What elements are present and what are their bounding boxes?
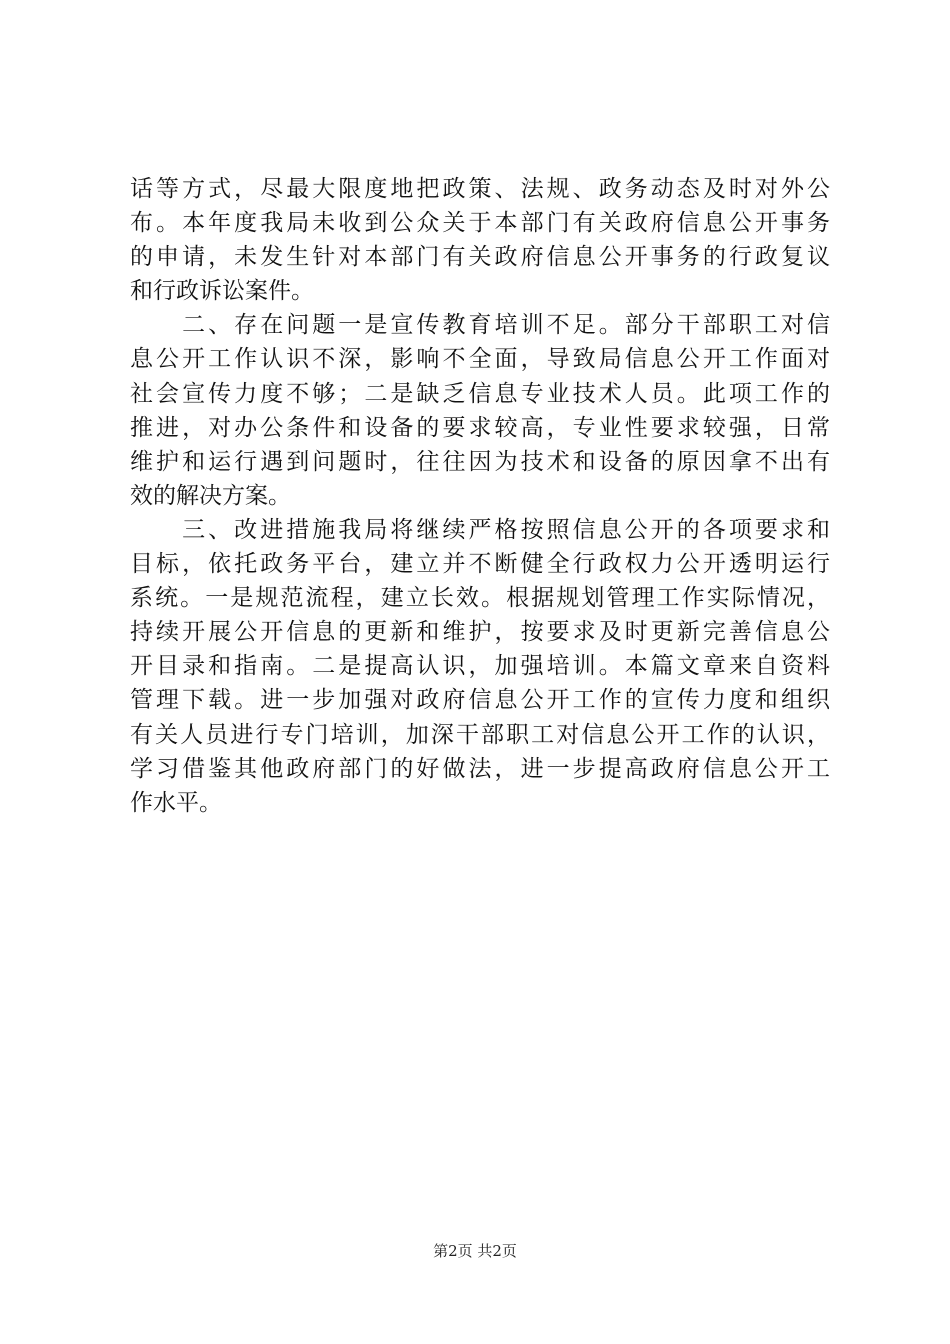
text-line: 推进，对办公条件和设备的要求较高，专业性要求较强，日常 — [130, 414, 830, 441]
body-text — [130, 172, 830, 820]
text-line: 效的解决方案。 — [130, 482, 291, 509]
text-line: 布。本年度我局未收到公众关于本部门有关政府信息公开事务 — [130, 210, 830, 237]
text-line: 开目录和指南。二是提高认识，加强培训。本篇文章来自资料 — [130, 653, 830, 680]
page-number-footer: 第2页 共2页 — [433, 1242, 517, 1260]
text-line: 的申请，未发生针对本部门有关政府信息公开事务的行政复议 — [130, 244, 830, 271]
paragraph-status-summary — [130, 172, 830, 308]
text-line: 二、存在问题一是宣传教育培训不足。部分干部职工对信 — [130, 312, 830, 339]
text-line: 维护和运行遇到问题时，往往因为技术和设备的原因拿不出有 — [130, 448, 830, 475]
paragraph-existing-problems — [130, 308, 830, 513]
text-line: 系统。一是规范流程，建立长效。根据规划管理工作实际情况， — [130, 585, 830, 612]
text-line: 学习借鉴其他政府部门的好做法，进一步提高政府信息公开工 — [130, 755, 830, 782]
text-line: 管理下载。进一步加强对政府信息公开工作的宣传力度和组织 — [130, 687, 830, 714]
text-line: 作水平。 — [130, 789, 222, 816]
text-line: 社会宣传力度不够；二是缺乏信息专业技术人员。此项工作的 — [130, 380, 830, 407]
text-line: 息公开工作认识不深，影响不全面，导致局信息公开工作面对 — [130, 346, 830, 373]
text-line: 目标，依托政务平台，建立并不断健全行政权力公开透明运行 — [130, 551, 830, 578]
text-line: 话等方式，尽最大限度地把政策、法规、政务动态及时对外公 — [130, 176, 830, 202]
paragraph-improvement-measures — [130, 513, 830, 820]
text-line: 持续开展公开信息的更新和维护，按要求及时更新完善信息公 — [130, 619, 830, 646]
text-line: 三、改进措施我局将继续严格按照信息公开的各项要求和 — [130, 516, 830, 543]
text-line: 有关人员进行专门培训，加深干部职工对信息公开工作的认识， — [130, 721, 830, 748]
text-line: 和行政诉讼案件。 — [130, 278, 314, 305]
